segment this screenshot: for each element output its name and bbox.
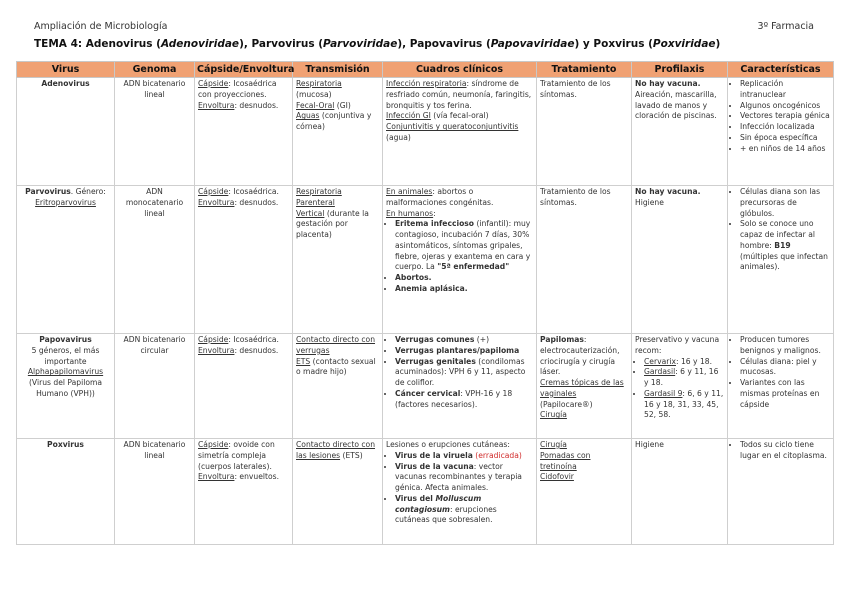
list-item: • Algunos oncogénicos [740, 101, 830, 112]
list-item: • Verrugas genitales (condilomas acuminados): VPH 6 y 11, aspecto de coliflor. [395, 357, 533, 389]
genome-cell: ADN bicatenario circular [115, 334, 195, 439]
col-header-prophylaxis: Profilaxis [632, 62, 728, 78]
prophylaxis-cell: No hay vacuna. Higiene [632, 186, 728, 334]
characteristics-cell [728, 78, 834, 186]
virus-name: Papovavirus 5 géneros, el más importante Alphapapilomavirus (Virus del Papiloma Humano (VPH)) [17, 334, 115, 439]
transmission-cell: Respiratoria (mucosa) Fecal-Oral (GI) Aguas (conjuntiva y córnea) [293, 78, 383, 186]
clinical-cell: Lesiones o erupciones cutáneas: • Virus de la viruela (erradicada) • Virus de la vacuna: vector vacunas recombinantes y terapia génica. Afecta animales. • Virus del Molluscum contagiosum: erupciones cutáneas que sobresalen. [383, 439, 537, 545]
table-row-parvovirus [17, 186, 834, 334]
list-item: • Sin época específica [740, 133, 830, 144]
list-item: • Virus de la viruela (erradicada) [395, 451, 533, 462]
capsid-cell: Cápside: ovoide con simetría compleja (cuerpos laterales). Envoltura: envueltos. [195, 439, 293, 545]
list-item: • Todos su ciclo tiene lugar en el citoplasma. [740, 440, 830, 462]
table-row-poxvirus [17, 439, 834, 545]
capsid-cell: Cápside: Icosaédrica con proyecciones. Envoltura: desnudos. [195, 78, 293, 186]
genome-cell: ADN bicatenario lineal [115, 439, 195, 545]
virus-name: Poxvirus [17, 439, 115, 545]
virus-table [16, 61, 834, 545]
list-item: • Cervarix: 16 y 18. [644, 357, 724, 368]
prophylaxis-cell: Higiene [632, 439, 728, 545]
characteristics-cell [728, 334, 834, 439]
list-item: • Células diana son las precursoras de glóbulos. [740, 187, 830, 219]
list-item: • Abortos. [395, 273, 533, 284]
table-header-row [17, 62, 834, 78]
page-header [34, 21, 814, 32]
treatment-cell: Papilomas: electrocauterización, criocirugía y cirugía láser. Cremas tópicas de las vaginales (Papilocare®) Cirugía [537, 334, 632, 439]
list-item: • Verrugas plantares/papiloma [395, 346, 533, 357]
list-item: • Células diana: piel y mucosas. [740, 357, 830, 379]
list-item: • Verrugas comunes (+) [395, 335, 533, 346]
list-item: • Cáncer cervical: VPH-16 y 18 (factores necesarios). [395, 389, 533, 411]
clinical-cell: Infección respiratoria: síndrome de resfriado común, neumonía, faringitis, bronquitis y tos ferina. Infección GI (vía fecal-oral) Conjuntivitis y queratoconjuntivitis (agua) [383, 78, 537, 186]
transmission-cell: Contacto directo con las lesiones (ETS) [293, 439, 383, 545]
clinical-cell: En animales: abortos o malformaciones congénitas. En humanos: • Eritema infeccioso (infantil): muy contagioso, incubación 7 días, 30% asintomáticos, síntomas gripales, fiebre, ojeras y exantema en cara y cuerpo. La "5ª enfermedad" • Abortos. • Anemia aplásica. [383, 186, 537, 334]
prophylaxis-cell: No hay vacuna. Aireación, mascarilla, lavado de manos y cloración de piscinas. [632, 78, 728, 186]
genome-cell: ADN monocatenario lineal [115, 186, 195, 334]
virus-name: Parvovirus. Género: Eritroparvovirus [17, 186, 115, 334]
genome-cell: ADN bicatenario lineal [115, 78, 195, 186]
treatment-cell: Cirugía Pomadas con tretinoína Cidofovir [537, 439, 632, 545]
list-item: • Variantes con las mismas proteínas en cápside [740, 378, 830, 410]
page-title: TEMA 4: Adenovirus (Adenoviridae), Parvovirus (Parvoviridae), Papovavirus (Papovaviridae) y Poxvirus (Poxviridae) [34, 38, 721, 50]
list-item: • Replicación intranuclear [740, 79, 830, 101]
prophylaxis-cell: Preservativo y vacuna recom: • Cervarix: 16 y 18. • Gardasil: 6 y 11, 16 y 18. • Gardasil 9: 6, 6 y 11, 16 y 18, 31, 33, 45, 52, 58. [632, 334, 728, 439]
list-item: • Solo se conoce uno capaz de infectar al hombre: B19 (múltiples que infectan animales). [740, 219, 830, 273]
capsid-cell: Cápside: Icosaédrica. Envoltura: desnudos. [195, 186, 293, 334]
list-item: • Gardasil 9: 6, 6 y 11, 16 y 18, 31, 33, 45, 52, 58. [644, 389, 724, 421]
list-item: • Virus del Molluscum contagiosum: erupciones cutáneas que sobresalen. [395, 494, 533, 526]
list-item: • Eritema infeccioso (infantil): muy contagioso, incubación 7 días, 30% asintomáticos, síntomas gripales, fiebre, ojeras y exantema en cara y cuerpo. La "5ª enfermedad" [395, 219, 533, 273]
transmission-cell: Respiratoria Parenteral Vertical (durante la gestación por placenta) [293, 186, 383, 334]
characteristics-cell [728, 186, 834, 334]
treatment-cell: Tratamiento de los síntomas. [537, 78, 632, 186]
col-header-clinical: Cuadros clínicos [383, 62, 537, 78]
subject-label: Ampliación de Microbiología [34, 21, 168, 32]
col-header-characteristics: Características [728, 62, 834, 78]
list-item: • Virus de la vacuna: vector vacunas recombinantes y terapia génica. Afecta animales. [395, 462, 533, 494]
table-row-papovavirus [17, 334, 834, 439]
col-header-transmission: Transmisión [293, 62, 383, 78]
col-header-treatment: Tratamiento [537, 62, 632, 78]
virus-name: Adenovirus [17, 78, 115, 186]
clinical-cell [383, 334, 537, 439]
table-row-adenovirus [17, 78, 834, 186]
treatment-cell: Tratamiento de los síntomas. [537, 186, 632, 334]
characteristics-cell [728, 439, 834, 545]
course-label: 3º Farmacia [757, 21, 814, 32]
list-item: • Infección localizada [740, 122, 830, 133]
list-item: • Vectores terapia génica [740, 111, 830, 122]
list-item: • Gardasil: 6 y 11, 16 y 18. [644, 367, 724, 389]
list-item: • Producen tumores benignos y malignos. [740, 335, 830, 357]
col-header-virus: Virus [17, 62, 115, 78]
capsid-cell: Cápside: Icosaédrica. Envoltura: desnudos. [195, 334, 293, 439]
col-header-capsid: Cápside/Envoltura [195, 62, 293, 78]
col-header-genome: Genoma [115, 62, 195, 78]
list-item: • Anemia aplásica. [395, 284, 533, 295]
list-item: • + en niños de 14 años [740, 144, 830, 155]
transmission-cell: Contacto directo con verrugas ETS (contacto sexual o madre hijo) [293, 334, 383, 439]
